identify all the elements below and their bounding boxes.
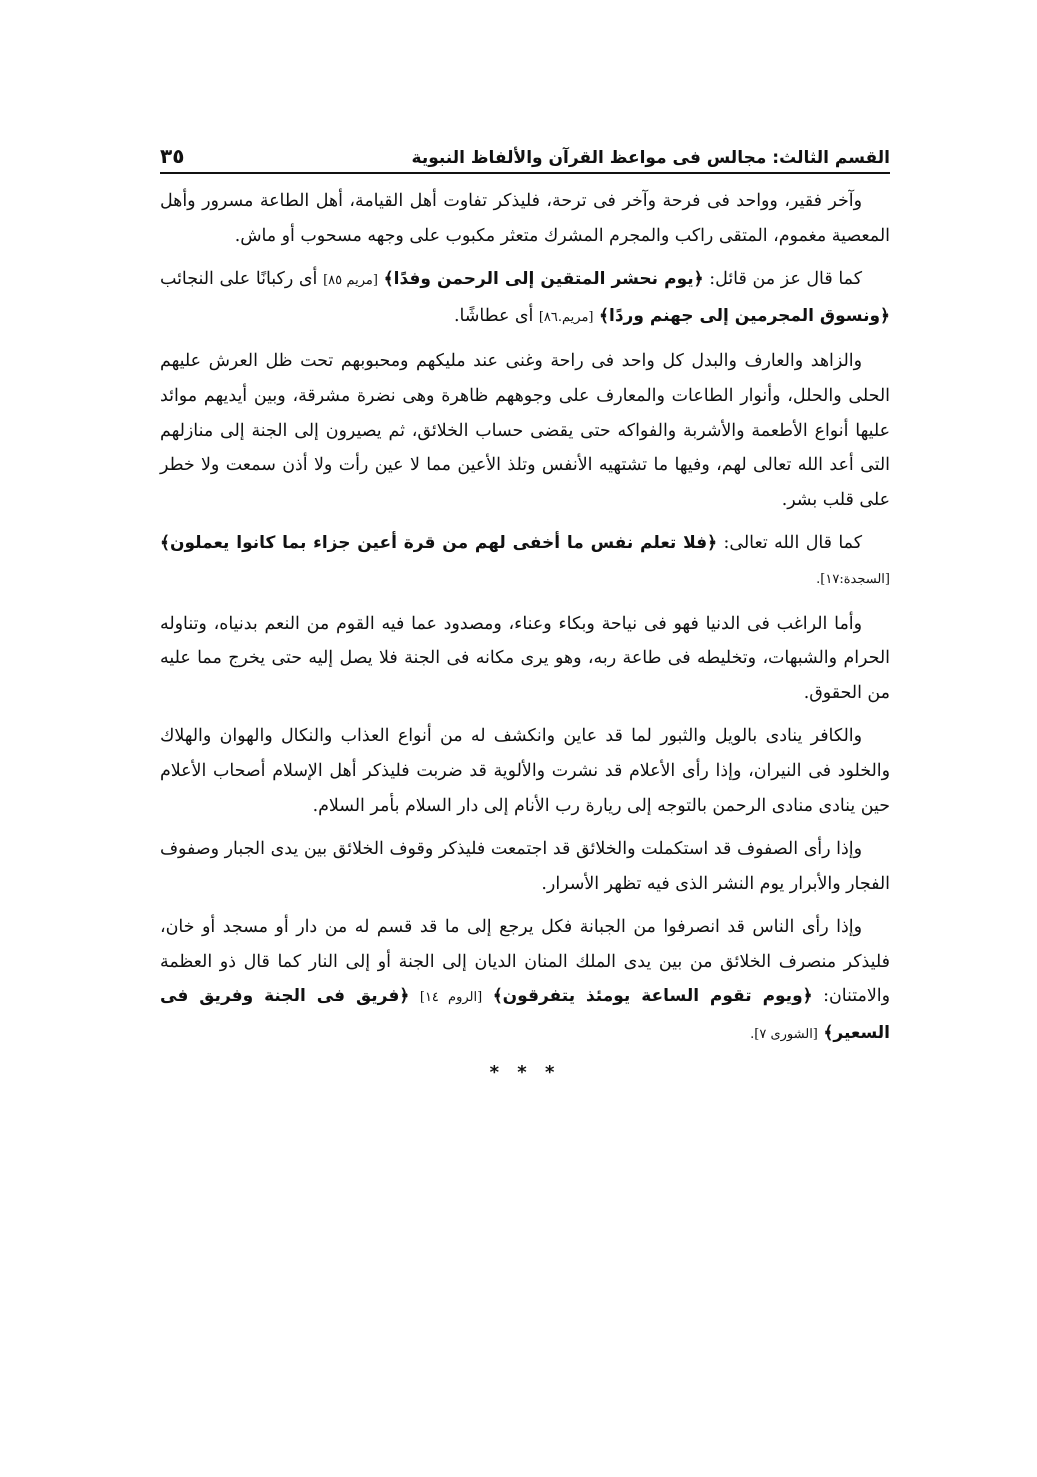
paragraph: وأما الراغب فى الدنيا فهو فى نياحة وبكاء وعناء، ومصدود عما فيه القوم من النعم بدنياه، وتناوله الحرام والشبهات، وتخليطه فى طاعة ربه، وهو يرى مكانه فى الجنة فلا يصل إليه حتى يخرج مما عليه من الحقوق. [160,613,890,703]
verse-reference: [الشورى ٧]. [750,1027,818,1043]
paragraph: وآخر فقير، وواحد فى فرحة وآخر فى ترحة، فليذكر تفاوت أهل القيامة، أهل الطاعة مسرور وأهل المعصية مغموم، المتقى راكب والمجرم المشرك متعثر مكبوب على وجهه مسحوب أو ماش. [160,191,890,246]
running-header [160,128,890,174]
verse-reference: [مريم ٨٥] [323,273,378,289]
quran-verse: ﴿فلا تعلم نفس ما أخفى لهم من قرة أعين جزاء بما كانوا يعملون﴾ [160,533,718,554]
running-title [412,148,890,168]
paragraph: والزاهد والعارف والبدل كل واحد فى راحة وغنى عند مليكهم ومحبوبهم تحت ظل العرش عليهم الحلى والحلل، وأنوار الطاعات والمعارف على وجوههم ظاهرة وهى نضرة مشرقة، وبين أيديهم موائد عليها أنواع الأطعمة والأشربة والفواكه حتى يقضى حساب الخلائق، ثم يصيرون إلى الجنة إلى منازلهم التى أعد الله تعالى لهم، وفيها ما تشتهيه الأنفس وتلذ الأعين مما لا عين رأت ولا أذن سمعت ولا خطر على قلب بشر. [160,351,890,510]
paragraph [160,526,890,597]
page-number: ٣٥ [160,144,185,168]
quran-verse: ﴿فريق فى الجنة وفريق فى السعير﴾ [160,986,890,1044]
section-title: مجالس فى مواعظ القرآن والألفاظ النبوية [411,148,767,168]
paragraph [160,262,890,335]
paragraph-text: أى ركبانًا على النجائب [160,269,318,290]
quran-verse: ﴿يوم نحشر المتقين إلى الرحمن وفدًا﴾ [383,269,704,290]
book-page [160,128,890,1083]
page-body [160,184,890,1083]
section-label: القسم الثالث: [772,148,890,168]
paragraph-text: كما قال عز من قائل: [709,269,863,290]
paragraph: والكافر ينادى بالويل والثبور لما قد عاين وانكشف له من أنواع العذاب والنكال والهوان والهلاك والخلود فى النيران، وإذا رأى الأعلام قد نشرت والألوية قد ضربت فليذكر أهل الإسلام أصحاب الأعلام حين ينادى منادى الرحمن بالتوجه إلى ريارة رب الأنام إلى دار السلام بأمر السلام. [160,726,890,816]
quran-verse: ﴿ويوم تقوم الساعة يومئذ يتفرقون﴾ [492,986,813,1007]
paragraph: وإذا رأى الصفوف قد استكملت والخلائق قد اجتمعت فليذكر وقوف الخلائق بين يدى الجبار وصفوف الفجار والأبرار يوم النشر الذى فيه تظهر الأسرار. [160,839,890,894]
verse-reference: [السجدة:١٧]. [816,571,890,587]
paragraph [160,910,890,1052]
paragraph-text: أى عطاشًا. [453,305,534,326]
section-end-mark: * * * [489,1061,561,1083]
verse-reference: [الروم ١٤] [419,990,483,1006]
quran-verse: ﴿ونسوق المجرمين إلى جهنم وردًا﴾ [599,305,890,326]
paragraph-text: وإذا رأى الناس قد انصرفوا من الجبانة فكل يرجع إلى ما قد قسم له من دار أو مسجد أو خان، فليذكر منصرف الخلائق من بين يدى الملك المنان الديان إلى الجنة أو إلى النار كما قال ذو العظمة والامتنان: [160,917,890,1007]
verse-reference: [مريم.٨٦] [538,309,594,325]
paragraph-text: كما قال الله تعالى: [723,533,862,554]
